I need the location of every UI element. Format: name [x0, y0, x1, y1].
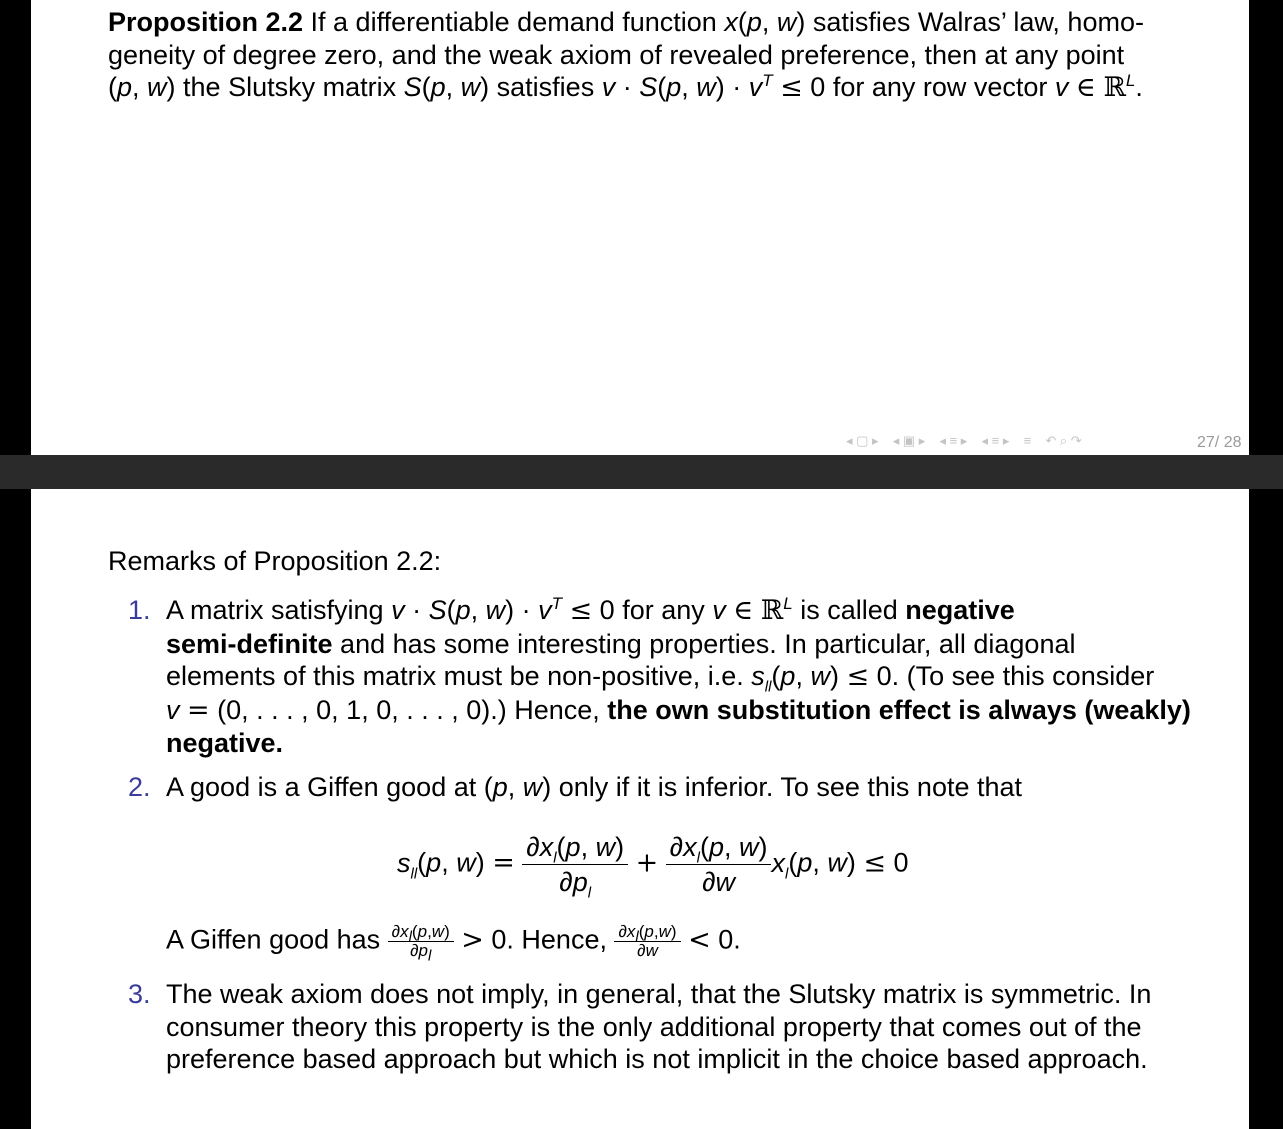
remark-1-line-1: A matrix satisfying v · S(p, $w) \cdot v^T \le 0$ for any v ∈ ℝ$^L$ is called negative: [166, 594, 1015, 626]
fraction-small-dx-dw: $\frac{\partial x_l(p,w)}{\partial w}$: [614, 923, 680, 960]
page-number: 27/ 28: [1197, 434, 1242, 451]
nav-section-icon-2[interactable]: ◂ ≡ ▸: [981, 433, 1010, 448]
nav-outline-icon[interactable]: ≡: [1023, 433, 1032, 448]
slide-separator: [0, 455, 1283, 489]
item-number: 2.: [128, 772, 151, 802]
beamer-navigation-bar: [846, 432, 1246, 454]
slide-proposition: [31, 0, 1249, 455]
proposition-line-2: geneity of degree zero, and the weak axiom of revealed preference, then at any point: [108, 39, 1125, 70]
giffen-statement: A Giffen good has $\frac{\partial x_l(p,w)}{\partial p_l}$ > 0. Hence, $\frac{\partial x_l(p,w)}{\partial w}$ < 0.: [166, 922, 741, 965]
remarks-title: Remarks of Proposition 2.2:: [108, 546, 442, 576]
remark-2-line-1: A good is a Giffen good at (p, w) only if it is inferior. To see this note that: [166, 772, 1023, 802]
remark-3-line-3: preference based approach but which is not implicit in the choice based approach.: [166, 1044, 1148, 1074]
remark-1-line-2: semi-definite and has some interesting properties. In particular, all diagonal: [166, 628, 1076, 659]
nav-section-icon[interactable]: ◂ ≡ ▸: [939, 433, 968, 448]
remark-3-line-1: The weak axiom does not imply, in general, that the Slutsky matrix is symmetric. In: [166, 979, 1152, 1009]
fraction-small-dx-dp: $\frac{\partial x_l(p,w)}{\partial p_l}$: [388, 923, 454, 960]
proposition-line-1: Proposition 2.2 If a differentiable demand function x(p, w) satisfies Walras’ law, homo-: [108, 7, 1144, 37]
nav-search-icon[interactable]: ↶ ⌕ ↷: [1045, 433, 1082, 448]
fraction-dx-dw: $\frac{\partial x_l(p, w)}{\partial w}$: [666, 830, 772, 899]
proposition-block: [108, 6, 1188, 105]
item-number: 3.: [128, 979, 151, 1009]
slutsky-equation: $s_{ll}(p$, w) = $\frac{\partial x_l(p, w)}{\partial p_l}$ + $\frac{\partial x_l(p, w)}{\partial w}$ $x_l(p$, w) ≤ 0: [397, 832, 909, 902]
remark-1-line-5: negative.: [166, 728, 284, 758]
remark-1-line-3: elements of this matrix must be non-positive, i.e. $s_{ll}(p$, w) ≤ 0. (To see this consider: [166, 661, 1155, 696]
nav-subsection-icon[interactable]: ◂ ▣ ▸: [892, 433, 926, 448]
proposition-heading: Proposition 2.2: [108, 7, 304, 37]
fraction-dx-dp: $\frac{\partial x_l(p, w)}{\partial p_l}$: [522, 830, 628, 899]
proposition-line-3: (p, w) the Slutsky matrix S(p, w) satisfies v · S(p, $w) \cdot v^T \le 0$ for any row vector v ∈ ℝ$^L$.: [108, 71, 1143, 103]
nav-frame-icon[interactable]: ◂ ▢ ▸: [846, 433, 879, 448]
item-number: 1.: [128, 595, 151, 625]
slide-remarks: [31, 489, 1249, 1129]
remark-1-line-4: v = (0, . . . , 0, 1, 0, . . . , 0).) Hence, the own substitution effect is always (weakly): [166, 694, 1191, 726]
left-margin: [0, 0, 31, 1121]
remark-3-line-2: consumer theory this property is the only additional property that comes out of the: [166, 1011, 1142, 1042]
right-margin: [1249, 0, 1283, 1121]
